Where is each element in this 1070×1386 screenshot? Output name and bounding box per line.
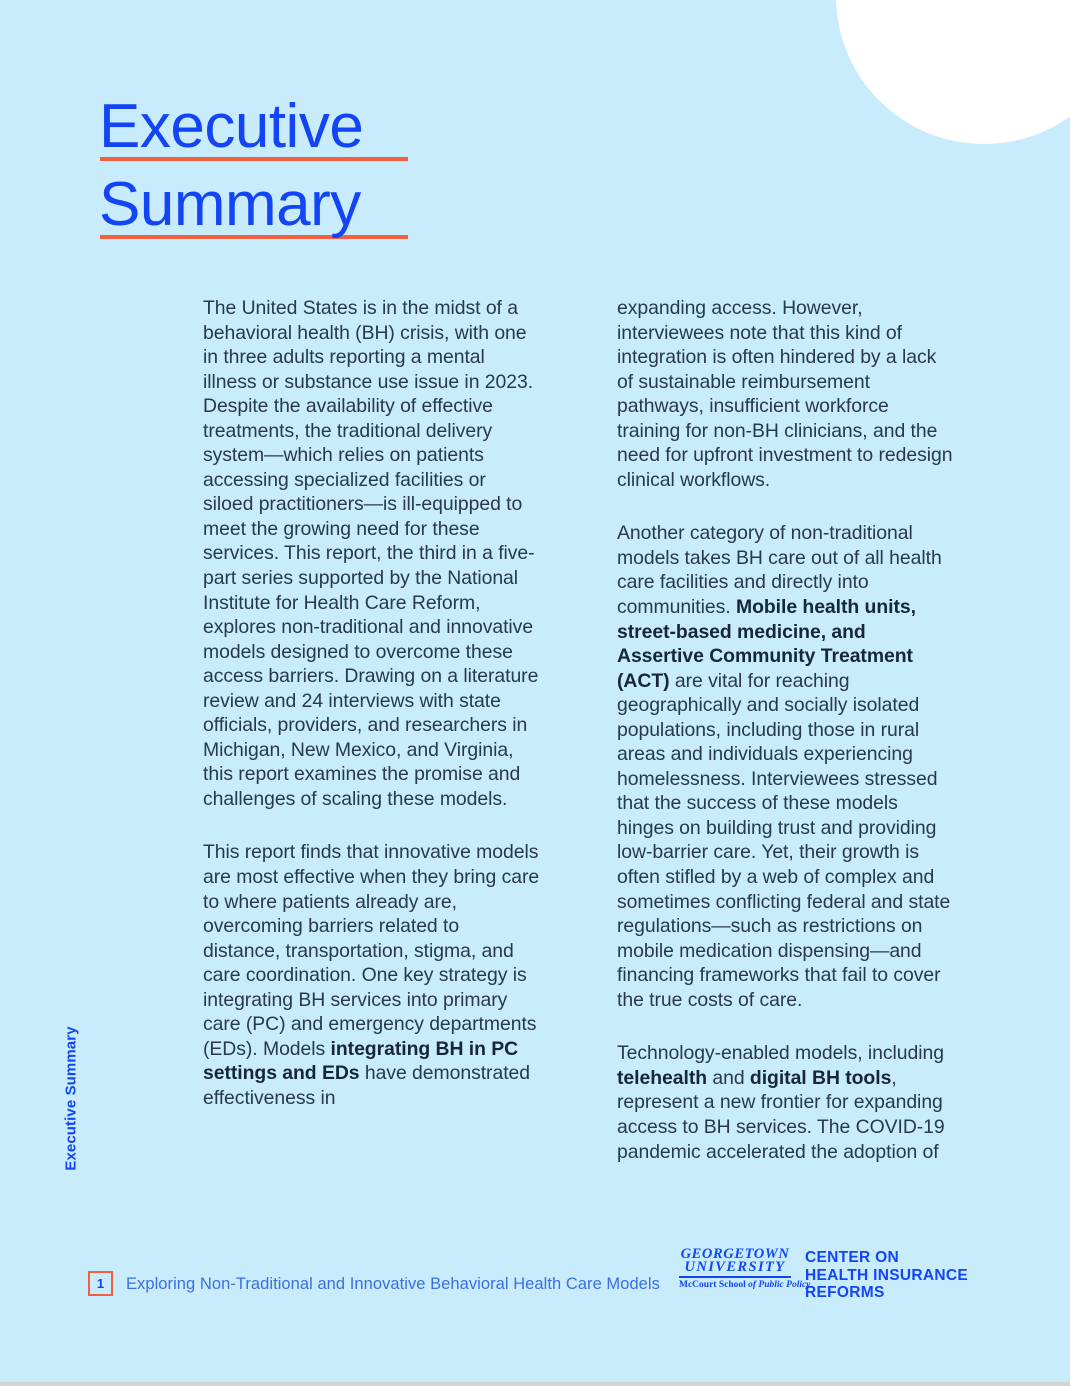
text-run: This report finds that innovative models are most effective when they bring care to where patients already are, overcoming barriers related to distance, transportation, stigma, and care coordination. One key strategy is integrating BH services into primary care (PC) and emergency departments (EDs). Models	[203, 841, 540, 1060]
paragraph	[617, 296, 955, 492]
mccourt-school-line	[679, 1279, 811, 1291]
page-number-badge: 1	[88, 1271, 113, 1296]
paragraph	[203, 296, 541, 811]
emphasis-run: telehealth	[617, 1066, 708, 1089]
right-column	[617, 296, 955, 1164]
page-title-line-2-text: Summary	[99, 170, 361, 239]
left-column	[203, 296, 541, 1164]
body-columns	[203, 296, 993, 1164]
footer-logo-group	[679, 1246, 968, 1302]
text-run: Technology-enabled models, including	[617, 1042, 944, 1065]
text-run: expanding access. However, interviewees note that this kind of integration is often hindered by a lack of sustainable reimbursement pathways, insufficient workforce training for non-BH clinicians, and the need for upfront investment to redesign clinical workflows.	[617, 297, 953, 491]
paragraph	[617, 521, 955, 1012]
page-title-line-1	[99, 88, 569, 166]
emphasis-run: Mobile health units, street-based medicine, and Assertive Community Treatment (ACT)	[617, 596, 916, 692]
georgetown-logo-divider	[679, 1276, 791, 1278]
chir-logo	[805, 1246, 968, 1302]
page-title-line-2	[99, 166, 569, 244]
section-side-tab: Executive Summary	[62, 1026, 80, 1171]
paragraph	[203, 840, 541, 1110]
paragraph	[617, 1041, 955, 1164]
page-title-line-1-text: Executive	[99, 92, 364, 161]
mccourt-school-bold: McCourt School	[679, 1279, 746, 1290]
page-title	[99, 88, 569, 244]
chir-logo-line-3: REFORMS	[805, 1284, 885, 1301]
text-run: The United States is in the midst of a behavioral health (BH) crisis, with one in three adults reporting a mental illness or substance use issue in 2023. Despite the availability of effective treatments, the traditional delivery system—which relies on patients accessing specialized facilities or siloed practitioners—is ill-equipped to meet the growing need for these services. This report, the third in a five-part series supported by the National Institute for Health Care Reform, explores non-traditional and innovative models designed to overcome these access barriers. Drawing on a literature review and 24 interviews with state officials, providers, and researchers in Michigan, New Mexico, and Virginia, this report examines the promise and challenges of scaling these models.	[203, 297, 539, 810]
emphasis-run: integrating BH in PC settings and EDs	[203, 1037, 519, 1085]
georgetown-logo-line-2: UNIVERSITY	[684, 1259, 786, 1275]
chir-logo-line-2: HEALTH INSURANCE	[805, 1266, 968, 1284]
footer-report-title: Exploring Non-Traditional and Innovative Behavioral Health Care Models	[126, 1275, 660, 1293]
chir-logo-line-1: CENTER ON	[805, 1249, 899, 1266]
page-footer	[0, 1246, 1070, 1308]
text-run: are vital for reaching geographically and socially isolated populations, including those in rural areas and individuals experiencing homelessness. Interviewees stressed that the success of these models hinges on building trust and providing low-barrier care. Yet, their growth is often stifled by a web of complex and sometimes conflicting federal and state regulations—such as restrictions on mobile medication dispensing—and financing frameworks that fail to cover the true costs of care.	[617, 669, 951, 1011]
text-run: Another category of non-traditional models takes BH care out of all health care facilities and directly into communities.	[617, 522, 942, 619]
mccourt-school-italic: of Public Policy	[748, 1279, 811, 1290]
page-bottom-edge	[0, 1382, 1070, 1386]
text-run: and	[707, 1066, 750, 1089]
corner-decoration-shape	[836, 0, 1070, 144]
text-run: , represent a new frontier for expanding access to BH services. The COVID-19 pandemic accelerated the adoption of	[617, 1066, 945, 1163]
georgetown-logo-line-1: GEORGETOWN	[680, 1246, 790, 1262]
georgetown-university-logo	[679, 1246, 811, 1291]
emphasis-run: digital BH tools	[749, 1066, 892, 1089]
text-run: have demonstrated effectiveness in	[203, 1062, 531, 1109]
